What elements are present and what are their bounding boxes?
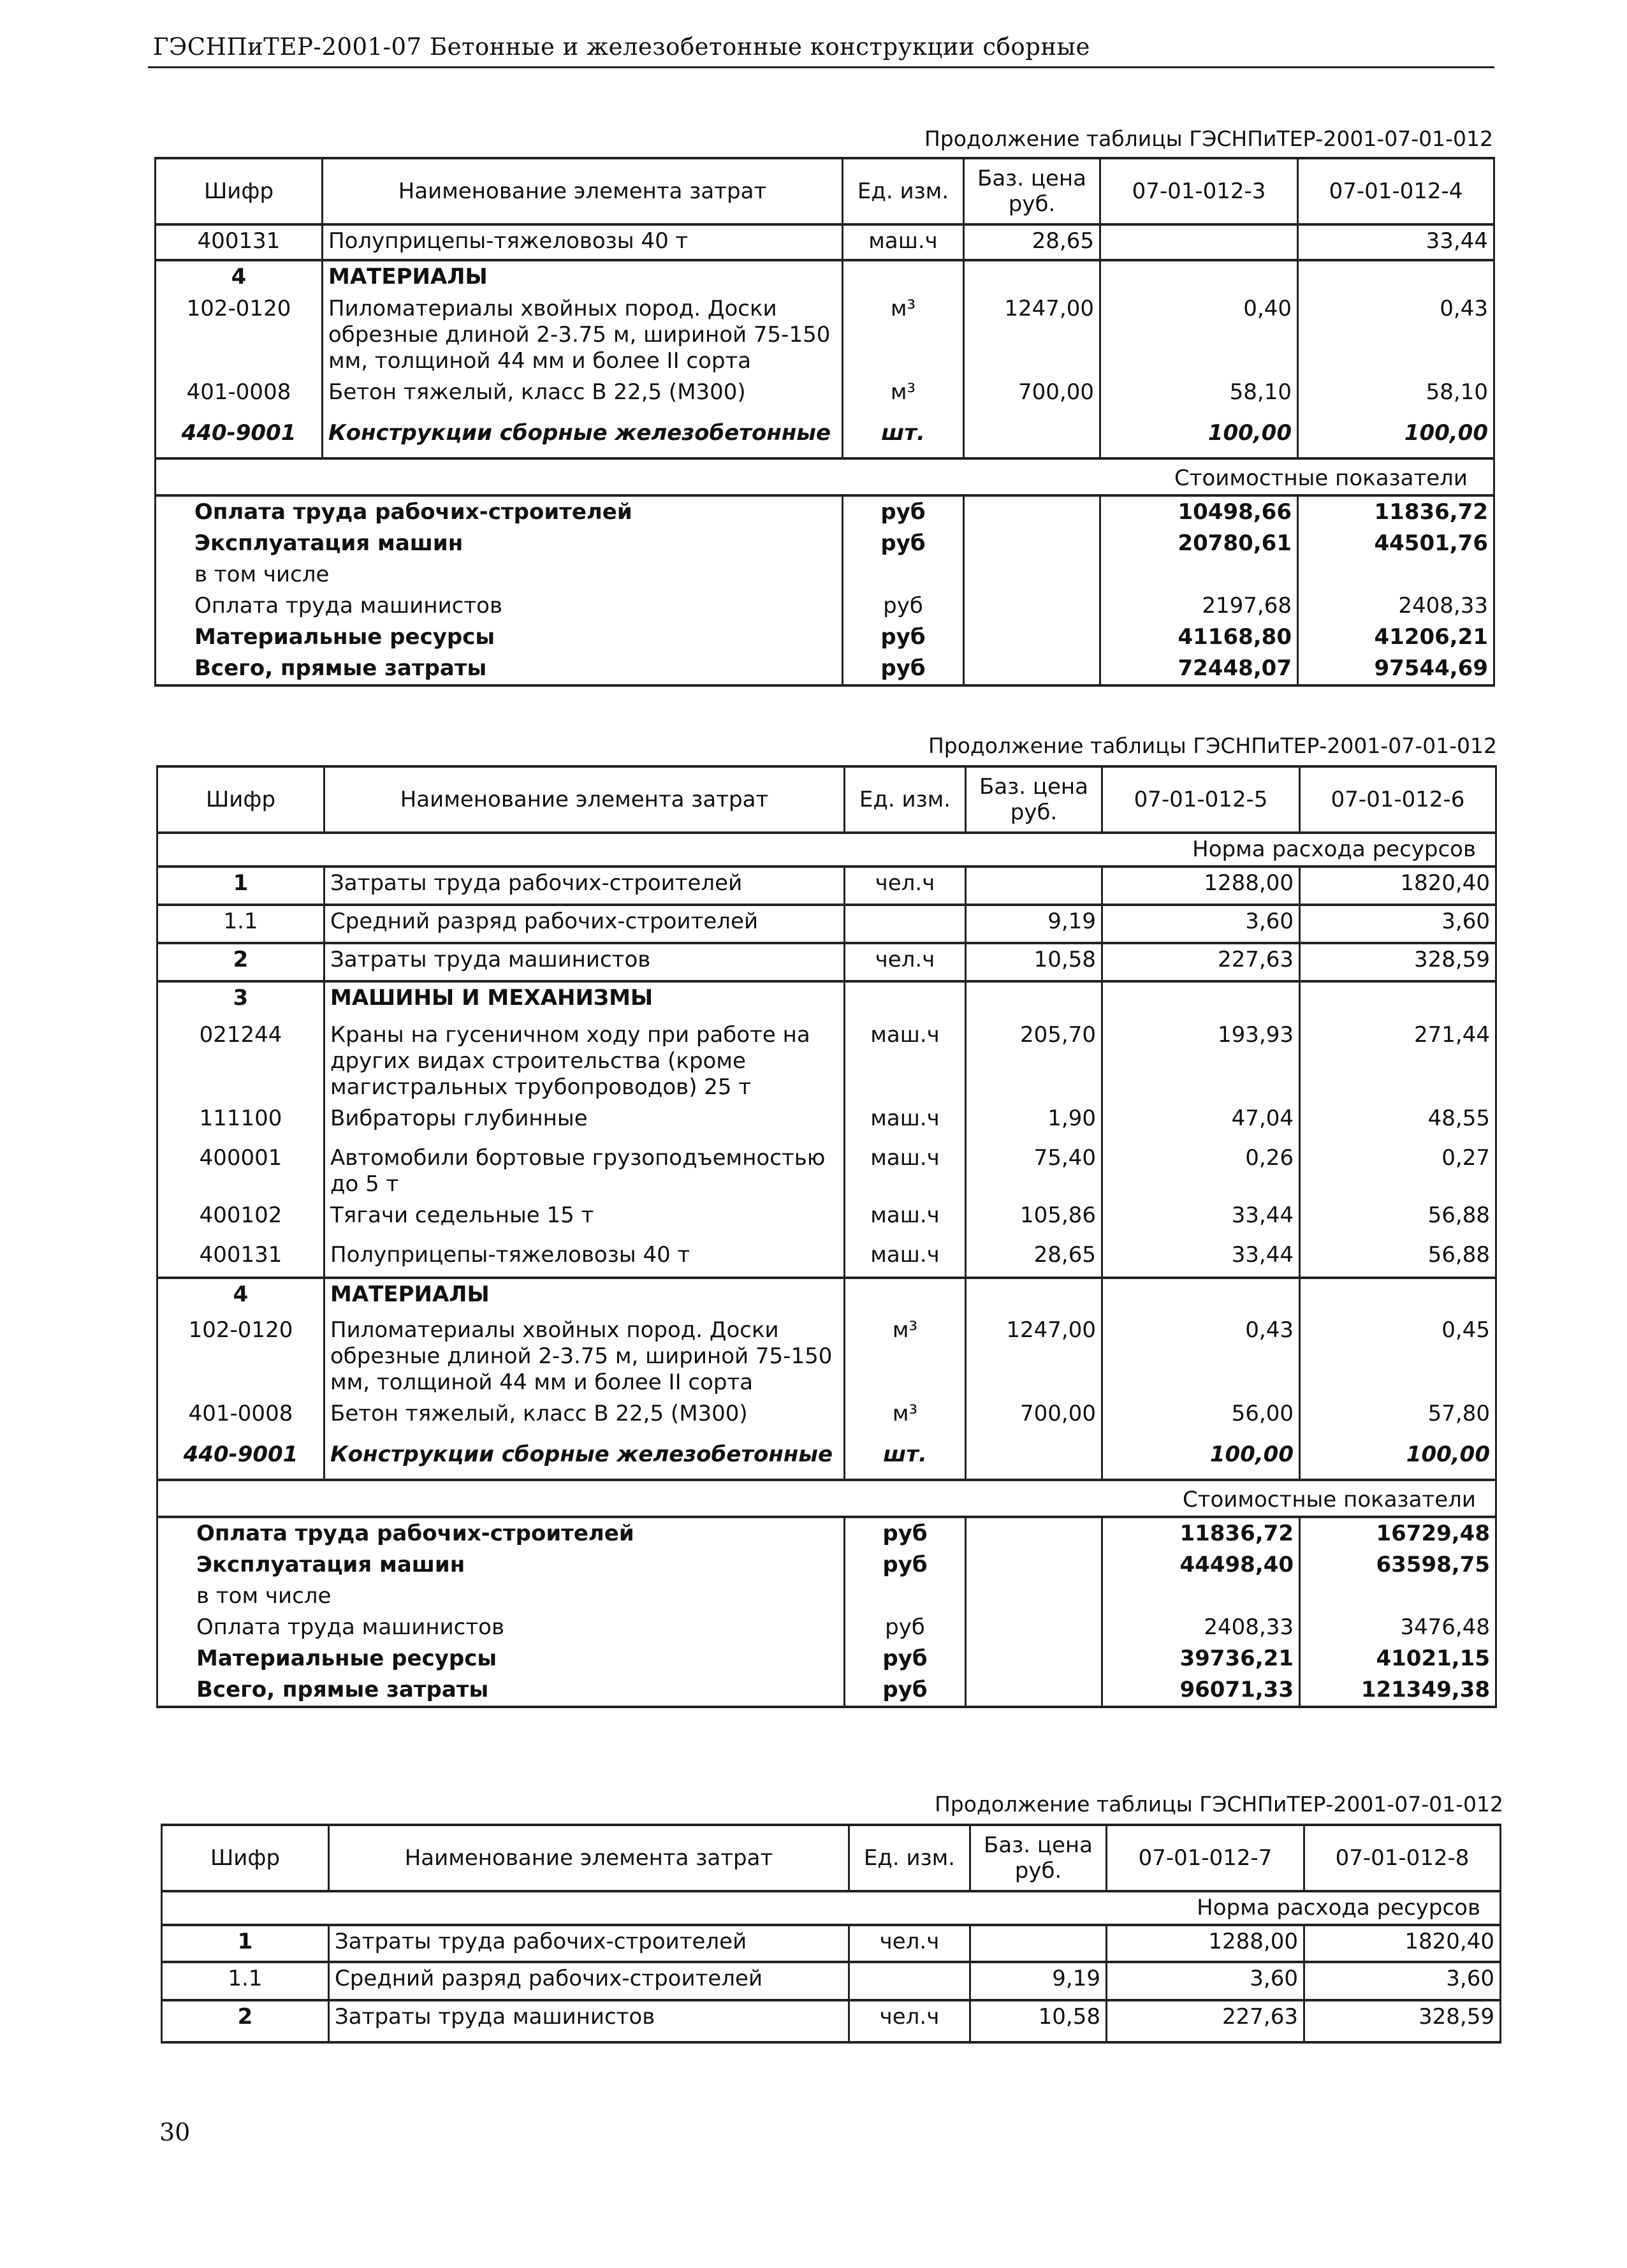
cell-code: 2	[162, 2000, 329, 2042]
cost-unit: руб	[843, 622, 964, 653]
cell-code: 111100	[157, 1103, 325, 1143]
cell-code: 401-0008	[157, 1398, 325, 1439]
cost-value-a: 39736,21	[1102, 1643, 1300, 1674]
cost-row-total	[156, 653, 1494, 685]
cost-unit: руб	[845, 1517, 966, 1549]
cost-unit: руб	[845, 1612, 966, 1643]
cell-code: 401-0008	[156, 377, 323, 418]
cell-unit: чел.ч	[845, 943, 966, 981]
cell-value-b: 56,88	[1300, 1200, 1496, 1240]
price-header-line2: руб.	[1014, 1858, 1062, 1884]
page-number: 30	[159, 2118, 191, 2146]
col-name-header: Наименование элемента затрат	[323, 158, 843, 224]
cell-unit: чел.ч	[849, 1925, 970, 1962]
cell-value-a: 0,40	[1100, 293, 1298, 377]
cell-price: 10,58	[966, 943, 1102, 981]
cost-value-a: 96071,33	[1102, 1674, 1300, 1707]
section-title: МАТЕРИАЛЫ	[323, 260, 843, 293]
price-header-line1: Баз. цена	[979, 774, 1088, 800]
table-row	[157, 1398, 1496, 1439]
cell-value-a: 47,04	[1102, 1103, 1300, 1143]
cost-value-a: 10498,66	[1100, 495, 1298, 528]
cell-code: 3	[157, 981, 325, 1020]
cell-code: 2	[157, 943, 325, 981]
cell-code: 1	[162, 1925, 329, 1962]
cell-value-b: 0,43	[1298, 293, 1494, 377]
table-1-header-row	[156, 158, 1494, 224]
cell-value-a: 0,26	[1102, 1143, 1300, 1200]
cell-value-a: 3,60	[1107, 1962, 1304, 2000]
cell-unit: маш.ч	[845, 1143, 966, 1200]
cell-value-a: 3,60	[1102, 905, 1300, 943]
cost-value-b: 41021,15	[1300, 1643, 1496, 1674]
cell-code: 4	[156, 260, 323, 293]
table-row	[162, 1925, 1501, 1962]
cell-name: Конструкции сборные железобетонные	[325, 1439, 845, 1480]
col-b-header: 07-01-012-6	[1300, 766, 1496, 833]
cost-name: Оплата труда машинистов	[157, 1612, 845, 1643]
cell-price	[964, 418, 1100, 458]
cost-value-a: 72448,07	[1100, 653, 1298, 685]
cell-price: 205,70	[966, 1020, 1102, 1103]
cell-value-b: 1820,40	[1304, 1925, 1501, 1962]
cell-name: Бетон тяжелый, класс В 22,5 (М300)	[323, 377, 843, 418]
table-row	[157, 1143, 1496, 1200]
cost-row-total	[157, 1674, 1496, 1707]
cost-row	[156, 495, 1494, 528]
cell-value-a: 227,63	[1107, 2000, 1304, 2042]
table-3-header-row	[162, 1825, 1501, 1891]
table-row	[157, 943, 1496, 981]
col-code-header: Шифр	[162, 1825, 329, 1891]
cost-value-a: 41168,80	[1100, 622, 1298, 653]
cell-name: Затраты труда машинистов	[329, 2000, 849, 2042]
cell-name: Полуприцепы-тяжеловозы 40 т	[325, 1240, 845, 1278]
cell-value-b: 100,00	[1300, 1439, 1496, 1480]
cell-name: Вибраторы глубинные	[325, 1103, 845, 1143]
cell-value-a: 33,44	[1102, 1240, 1300, 1278]
header-rule	[148, 66, 1494, 68]
cell-price	[970, 1925, 1107, 1962]
cost-row	[157, 1643, 1496, 1674]
table-3	[161, 1824, 1501, 2044]
cell-unit: маш.ч	[845, 1240, 966, 1278]
table-2	[156, 765, 1497, 1708]
price-header-line2: руб.	[1010, 800, 1058, 825]
table-3-caption: Продолжение таблицы ГЭСНПиТЕР-2001-07-01-012	[934, 1792, 1503, 1817]
cell-unit: м³	[845, 1315, 966, 1398]
col-a-header: 07-01-012-7	[1107, 1825, 1304, 1891]
col-unit-header: Ед. изм.	[845, 766, 966, 833]
cell-price: 1247,00	[964, 293, 1100, 377]
col-a-header: 07-01-012-3	[1100, 158, 1298, 224]
cell-value-b: 58,10	[1298, 377, 1494, 418]
cost-unit: руб	[843, 528, 964, 559]
col-code-header: Шифр	[156, 158, 323, 224]
section-label-costs: Стоимостные показатели	[323, 458, 1494, 495]
col-b-header: 07-01-012-8	[1304, 1825, 1501, 1891]
price-header-line1: Баз. цена	[977, 166, 1086, 191]
cost-unit: руб	[843, 653, 964, 685]
table-row	[157, 867, 1496, 905]
cost-value-a: 11836,72	[1102, 1517, 1300, 1549]
table-row	[162, 2000, 1501, 2042]
price-header-line1: Баз. цена	[984, 1833, 1093, 1858]
cell-name: Пиломатериалы хвойных пород. Доски обрезные длиной 2-3.75 м, шириной 75-150 мм, толщиной 44 мм и более II сорта	[323, 293, 843, 377]
cell-unit: чел.ч	[849, 2000, 970, 2042]
cost-name: Эксплуатация машин	[156, 528, 843, 559]
cell-name: Затраты труда рабочих-строителей	[329, 1925, 849, 1962]
cost-value-b: 97544,69	[1298, 653, 1494, 685]
cell-price: 700,00	[966, 1398, 1102, 1439]
cell-unit: маш.ч	[845, 1103, 966, 1143]
cost-value-b: 16729,48	[1300, 1517, 1496, 1549]
cost-name: Эксплуатация машин	[157, 1549, 845, 1581]
page-header: ГЭСНПиТЕР-2001-07 Бетонные и железобетонные конструкции сборные	[153, 33, 1090, 61]
cell-value-b: 0,27	[1300, 1143, 1496, 1200]
cell-code: 440-9001	[156, 418, 323, 458]
cost-row	[157, 1581, 1496, 1612]
price-header-line2: руб.	[1008, 191, 1056, 217]
cell-value-a	[1100, 224, 1298, 260]
cell-value-b: 33,44	[1298, 224, 1494, 260]
cell-value-a: 33,44	[1102, 1200, 1300, 1240]
section-label-row	[157, 1480, 1496, 1517]
table-row	[157, 1200, 1496, 1240]
cell-value-a: 100,00	[1100, 418, 1298, 458]
cell-code: 400102	[157, 1200, 325, 1240]
cell-value-b: 3,60	[1300, 905, 1496, 943]
section-label-norms: Норма расхода ресурсов	[325, 833, 1496, 867]
cost-name: Оплата труда рабочих-строителей	[156, 495, 843, 528]
cost-value-b: 41206,21	[1298, 622, 1494, 653]
cost-name: в том числе	[156, 559, 843, 590]
cell-value-a: 193,93	[1102, 1020, 1300, 1103]
cell-value-b: 3,60	[1304, 1962, 1501, 2000]
cell-value-a: 1288,00	[1107, 1925, 1304, 1962]
cost-name: в том числе	[157, 1581, 845, 1612]
cell-price: 10,58	[970, 2000, 1107, 2042]
table-row	[157, 1315, 1496, 1398]
cell-price: 28,65	[964, 224, 1100, 260]
table-row	[156, 418, 1494, 458]
cell-unit: маш.ч	[843, 224, 964, 260]
cell-name: Автомобили бортовые грузоподъемностью до 5 т	[325, 1143, 845, 1200]
cell-unit: чел.ч	[845, 867, 966, 905]
cost-row	[157, 1517, 1496, 1549]
cost-row	[156, 559, 1494, 590]
cell-code: 021244	[157, 1020, 325, 1103]
cell-price: 75,40	[966, 1143, 1102, 1200]
table-row	[157, 1240, 1496, 1278]
cell-value-a: 56,00	[1102, 1398, 1300, 1439]
cell-name: Пиломатериалы хвойных пород. Доски обрезные длиной 2-3.75 м, шириной 75-150 мм, толщиной 44 мм и более II сорта	[325, 1315, 845, 1398]
cost-row	[156, 528, 1494, 559]
col-price-header	[970, 1825, 1107, 1891]
section-row	[157, 1278, 1496, 1315]
table-1-caption: Продолжение таблицы ГЭСНПиТЕР-2001-07-01-012	[924, 126, 1493, 151]
cell-unit: м³	[843, 293, 964, 377]
cost-value-a: 2408,33	[1102, 1612, 1300, 1643]
cell-price: 700,00	[964, 377, 1100, 418]
cost-value-b: 63598,75	[1300, 1549, 1496, 1581]
cost-unit: руб	[843, 495, 964, 528]
cell-value-a: 0,43	[1102, 1315, 1300, 1398]
cell-value-a: 227,63	[1102, 943, 1300, 981]
table-2-caption: Продолжение таблицы ГЭСНПиТЕР-2001-07-01-012	[928, 733, 1497, 758]
cell-code: 4	[157, 1278, 325, 1315]
table-row	[157, 905, 1496, 943]
cell-value-b: 1820,40	[1300, 867, 1496, 905]
cell-value-b: 56,88	[1300, 1240, 1496, 1278]
cell-value-b: 328,59	[1304, 2000, 1501, 2042]
table-row	[156, 293, 1494, 377]
cell-value-a: 100,00	[1102, 1439, 1300, 1480]
cell-price: 9,19	[970, 1962, 1107, 2000]
section-title: МАТЕРИАЛЫ	[325, 1278, 845, 1315]
section-label-norms: Норма расхода ресурсов	[329, 1891, 1501, 1925]
cost-value-a: 20780,61	[1100, 528, 1298, 559]
cell-price: 105,86	[966, 1200, 1102, 1240]
table-row	[157, 1439, 1496, 1480]
cell-unit: м³	[845, 1398, 966, 1439]
cell-unit: м³	[843, 377, 964, 418]
cost-row	[157, 1549, 1496, 1581]
cost-value-a: 2197,68	[1100, 590, 1298, 622]
section-label-row	[157, 833, 1496, 867]
section-label-row	[162, 1891, 1501, 1925]
cell-code: 102-0120	[156, 293, 323, 377]
cell-value-a: 58,10	[1100, 377, 1298, 418]
cell-code: 1.1	[157, 905, 325, 943]
cell-code: 400001	[157, 1143, 325, 1200]
cell-name: Конструкции сборные железобетонные	[323, 418, 843, 458]
table-1	[154, 157, 1495, 687]
cell-name: Средний разряд рабочих-строителей	[329, 1962, 849, 2000]
cell-value-b: 48,55	[1300, 1103, 1496, 1143]
cell-unit	[845, 905, 966, 943]
cell-name: Тягачи седельные 15 т	[325, 1200, 845, 1240]
cost-unit: руб	[845, 1549, 966, 1581]
cell-unit: маш.ч	[845, 1020, 966, 1103]
col-price-header	[966, 766, 1102, 833]
cell-code: 1	[157, 867, 325, 905]
cell-code: 102-0120	[157, 1315, 325, 1398]
cost-name: Оплата труда машинистов	[156, 590, 843, 622]
cost-value-b: 121349,38	[1300, 1674, 1496, 1707]
cost-name: Всего, прямые затраты	[156, 653, 843, 685]
cost-name: Всего, прямые затраты	[157, 1674, 845, 1707]
col-unit-header: Ед. изм.	[849, 1825, 970, 1891]
cell-value-b: 100,00	[1298, 418, 1494, 458]
cost-unit: руб	[843, 590, 964, 622]
cell-name: Затраты труда машинистов	[325, 943, 845, 981]
cell-unit: шт.	[845, 1439, 966, 1480]
cost-row	[156, 590, 1494, 622]
cost-unit: руб	[845, 1674, 966, 1707]
cell-value-b: 0,45	[1300, 1315, 1496, 1398]
cell-name: Затраты труда рабочих-строителей	[325, 867, 845, 905]
cell-unit: шт.	[843, 418, 964, 458]
cell-price	[966, 867, 1102, 905]
cell-code: 400131	[156, 224, 323, 260]
cell-code: 1.1	[162, 1962, 329, 2000]
cell-unit: маш.ч	[845, 1200, 966, 1240]
section-row	[156, 260, 1494, 293]
table-2-header-row	[157, 766, 1496, 833]
col-a-header: 07-01-012-5	[1102, 766, 1300, 833]
cell-value-b: 328,59	[1300, 943, 1496, 981]
col-unit-header: Ед. изм.	[843, 158, 964, 224]
table-row	[156, 224, 1494, 260]
section-label-row	[156, 458, 1494, 495]
cost-unit: руб	[845, 1643, 966, 1674]
cost-name: Материальные ресурсы	[157, 1643, 845, 1674]
cost-value-b: 3476,48	[1300, 1612, 1496, 1643]
cell-unit	[849, 1962, 970, 2000]
cell-price: 1247,00	[966, 1315, 1102, 1398]
cell-price: 28,65	[966, 1240, 1102, 1278]
cell-code: 440-9001	[157, 1439, 325, 1480]
col-name-header: Наименование элемента затрат	[325, 766, 845, 833]
cell-name: Полуприцепы-тяжеловозы 40 т	[323, 224, 843, 260]
cell-name: Бетон тяжелый, класс В 22,5 (М300)	[325, 1398, 845, 1439]
col-price-header	[964, 158, 1100, 224]
cost-value-b: 44501,76	[1298, 528, 1494, 559]
cell-price	[966, 1439, 1102, 1480]
table-row	[157, 1020, 1496, 1103]
cost-value-b: 2408,33	[1298, 590, 1494, 622]
cell-name: Краны на гусеничном ходу при работе на других видах строительства (кроме магистральных трубопроводов) 25 т	[325, 1020, 845, 1103]
cost-name: Оплата труда рабочих-строителей	[157, 1517, 845, 1549]
col-code-header: Шифр	[157, 766, 325, 833]
cell-code: 400131	[157, 1240, 325, 1278]
section-label-costs: Стоимостные показатели	[325, 1480, 1496, 1517]
cell-price: 9,19	[966, 905, 1102, 943]
cell-value-b: 271,44	[1300, 1020, 1496, 1103]
cost-value-a: 44498,40	[1102, 1549, 1300, 1581]
cost-row	[157, 1612, 1496, 1643]
cost-name: Материальные ресурсы	[156, 622, 843, 653]
col-b-header: 07-01-012-4	[1298, 158, 1494, 224]
section-title: МАШИНЫ И МЕХАНИЗМЫ	[325, 981, 845, 1020]
section-row	[157, 981, 1496, 1020]
col-name-header: Наименование элемента затрат	[329, 1825, 849, 1891]
cell-value-b: 57,80	[1300, 1398, 1496, 1439]
cost-value-b: 11836,72	[1298, 495, 1494, 528]
table-row	[156, 377, 1494, 418]
cell-value-a: 1288,00	[1102, 867, 1300, 905]
cell-price: 1,90	[966, 1103, 1102, 1143]
cell-name: Средний разряд рабочих-строителей	[325, 905, 845, 943]
table-row	[162, 1962, 1501, 2000]
table-row	[157, 1103, 1496, 1143]
cost-row	[156, 622, 1494, 653]
